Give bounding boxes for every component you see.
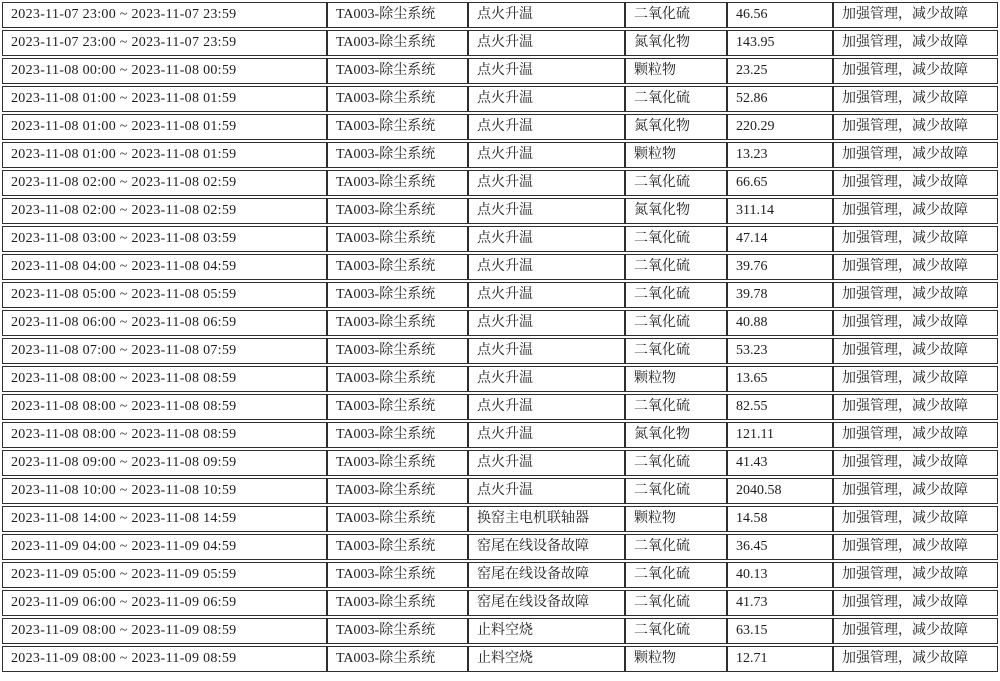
cell-time-range: 2023-11-08 09:00 ~ 2023-11-08 09:59 (2, 450, 327, 476)
cell-advice: 加强管理，减少故障 (833, 478, 998, 504)
cell-reason: 点火升温 (468, 2, 625, 28)
cell-pollutant: 氮氧化物 (625, 198, 727, 224)
cell-time-range: 2023-11-09 08:00 ~ 2023-11-09 08:59 (2, 646, 327, 672)
cell-value: 46.56 (727, 2, 833, 28)
cell-advice: 加强管理，减少故障 (833, 562, 998, 588)
table-row (2, 506, 998, 532)
table-row (2, 618, 998, 644)
cell-value: 14.58 (727, 506, 833, 532)
cell-time-range: 2023-11-08 06:00 ~ 2023-11-08 06:59 (2, 310, 327, 336)
cell-reason: 止料空烧 (468, 646, 625, 672)
cell-pollutant: 二氧化硫 (625, 338, 727, 364)
cell-system: TA003-除尘系统 (327, 478, 468, 504)
cell-reason: 点火升温 (468, 254, 625, 280)
cell-advice: 加强管理，减少故障 (833, 198, 998, 224)
cell-time-range: 2023-11-07 23:00 ~ 2023-11-07 23:59 (2, 30, 327, 56)
cell-advice: 加强管理，减少故障 (833, 506, 998, 532)
cell-advice: 加强管理，减少故障 (833, 58, 998, 84)
table-row (2, 254, 998, 280)
cell-reason: 窑尾在线设备故障 (468, 534, 625, 560)
cell-system: TA003-除尘系统 (327, 506, 468, 532)
cell-reason: 窑尾在线设备故障 (468, 590, 625, 616)
cell-time-range: 2023-11-08 01:00 ~ 2023-11-08 01:59 (2, 142, 327, 168)
table-row (2, 114, 998, 140)
cell-advice: 加强管理，减少故障 (833, 618, 998, 644)
table-row (2, 30, 998, 56)
table-row (2, 2, 998, 28)
cell-pollutant: 二氧化硫 (625, 534, 727, 560)
cell-pollutant: 颗粒物 (625, 506, 727, 532)
table-row (2, 170, 998, 196)
table-row (2, 366, 998, 392)
cell-system: TA003-除尘系统 (327, 394, 468, 420)
cell-value: 52.86 (727, 86, 833, 112)
cell-pollutant: 二氧化硫 (625, 170, 727, 196)
cell-value: 63.15 (727, 618, 833, 644)
cell-pollutant: 氮氧化物 (625, 114, 727, 140)
table-row (2, 562, 998, 588)
cell-reason: 点火升温 (468, 170, 625, 196)
cell-pollutant: 二氧化硫 (625, 310, 727, 336)
cell-reason: 点火升温 (468, 226, 625, 252)
cell-pollutant: 二氧化硫 (625, 226, 727, 252)
cell-system: TA003-除尘系统 (327, 562, 468, 588)
cell-system: TA003-除尘系统 (327, 618, 468, 644)
table-row (2, 478, 998, 504)
cell-value: 40.13 (727, 562, 833, 588)
cell-time-range: 2023-11-08 08:00 ~ 2023-11-08 08:59 (2, 366, 327, 392)
cell-reason: 点火升温 (468, 366, 625, 392)
cell-system: TA003-除尘系统 (327, 310, 468, 336)
cell-value: 13.65 (727, 366, 833, 392)
cell-time-range: 2023-11-08 01:00 ~ 2023-11-08 01:59 (2, 114, 327, 140)
cell-value: 220.29 (727, 114, 833, 140)
table-body (2, 2, 998, 672)
cell-reason: 点火升温 (468, 142, 625, 168)
cell-system: TA003-除尘系统 (327, 226, 468, 252)
cell-system: TA003-除尘系统 (327, 590, 468, 616)
cell-time-range: 2023-11-09 06:00 ~ 2023-11-09 06:59 (2, 590, 327, 616)
table-row (2, 226, 998, 252)
cell-advice: 加强管理，减少故障 (833, 534, 998, 560)
cell-time-range: 2023-11-08 05:00 ~ 2023-11-08 05:59 (2, 282, 327, 308)
cell-reason: 点火升温 (468, 114, 625, 140)
table-row (2, 394, 998, 420)
cell-value: 13.23 (727, 142, 833, 168)
emission-exceedance-table (2, 0, 998, 674)
cell-pollutant: 氮氧化物 (625, 30, 727, 56)
cell-value: 311.14 (727, 198, 833, 224)
cell-reason: 点火升温 (468, 338, 625, 364)
cell-value: 39.76 (727, 254, 833, 280)
cell-time-range: 2023-11-08 10:00 ~ 2023-11-08 10:59 (2, 478, 327, 504)
cell-pollutant: 二氧化硫 (625, 2, 727, 28)
table-row (2, 534, 998, 560)
cell-value: 39.78 (727, 282, 833, 308)
cell-system: TA003-除尘系统 (327, 86, 468, 112)
table-row (2, 86, 998, 112)
cell-value: 143.95 (727, 30, 833, 56)
cell-system: TA003-除尘系统 (327, 254, 468, 280)
cell-reason: 换窑主电机联轴器 (468, 506, 625, 532)
cell-system: TA003-除尘系统 (327, 450, 468, 476)
cell-time-range: 2023-11-09 05:00 ~ 2023-11-09 05:59 (2, 562, 327, 588)
cell-value: 121.11 (727, 422, 833, 448)
cell-system: TA003-除尘系统 (327, 58, 468, 84)
cell-time-range: 2023-11-08 00:00 ~ 2023-11-08 00:59 (2, 58, 327, 84)
cell-pollutant: 二氧化硫 (625, 562, 727, 588)
cell-advice: 加强管理，减少故障 (833, 394, 998, 420)
cell-value: 66.65 (727, 170, 833, 196)
cell-advice: 加强管理，减少故障 (833, 422, 998, 448)
cell-system: TA003-除尘系统 (327, 646, 468, 672)
cell-system: TA003-除尘系统 (327, 2, 468, 28)
cell-pollutant: 氮氧化物 (625, 422, 727, 448)
cell-system: TA003-除尘系统 (327, 338, 468, 364)
cell-time-range: 2023-11-07 23:00 ~ 2023-11-07 23:59 (2, 2, 327, 28)
cell-advice: 加强管理，减少故障 (833, 310, 998, 336)
cell-pollutant: 二氧化硫 (625, 86, 727, 112)
cell-pollutant: 二氧化硫 (625, 282, 727, 308)
cell-advice: 加强管理，减少故障 (833, 590, 998, 616)
cell-value: 40.88 (727, 310, 833, 336)
cell-value: 12.71 (727, 646, 833, 672)
cell-value: 36.45 (727, 534, 833, 560)
cell-system: TA003-除尘系统 (327, 142, 468, 168)
cell-value: 2040.58 (727, 478, 833, 504)
cell-system: TA003-除尘系统 (327, 366, 468, 392)
cell-advice: 加强管理，减少故障 (833, 646, 998, 672)
table-row (2, 590, 998, 616)
cell-time-range: 2023-11-09 04:00 ~ 2023-11-09 04:59 (2, 534, 327, 560)
cell-reason: 点火升温 (468, 30, 625, 56)
cell-time-range: 2023-11-08 03:00 ~ 2023-11-08 03:59 (2, 226, 327, 252)
cell-system: TA003-除尘系统 (327, 198, 468, 224)
cell-reason: 点火升温 (468, 310, 625, 336)
cell-reason: 点火升温 (468, 86, 625, 112)
cell-value: 23.25 (727, 58, 833, 84)
cell-advice: 加强管理，减少故障 (833, 366, 998, 392)
cell-pollutant: 二氧化硫 (625, 618, 727, 644)
cell-reason: 窑尾在线设备故障 (468, 562, 625, 588)
cell-advice: 加强管理，减少故障 (833, 254, 998, 280)
cell-advice: 加强管理，减少故障 (833, 338, 998, 364)
cell-value: 47.14 (727, 226, 833, 252)
cell-time-range: 2023-11-08 01:00 ~ 2023-11-08 01:59 (2, 86, 327, 112)
cell-time-range: 2023-11-08 08:00 ~ 2023-11-08 08:59 (2, 394, 327, 420)
cell-pollutant: 颗粒物 (625, 646, 727, 672)
cell-advice: 加强管理，减少故障 (833, 170, 998, 196)
cell-pollutant: 二氧化硫 (625, 478, 727, 504)
cell-system: TA003-除尘系统 (327, 422, 468, 448)
table-row (2, 142, 998, 168)
cell-system: TA003-除尘系统 (327, 114, 468, 140)
table-row (2, 198, 998, 224)
cell-value: 41.73 (727, 590, 833, 616)
cell-system: TA003-除尘系统 (327, 170, 468, 196)
cell-advice: 加强管理，减少故障 (833, 142, 998, 168)
cell-reason: 点火升温 (468, 198, 625, 224)
cell-advice: 加强管理，减少故障 (833, 86, 998, 112)
cell-time-range: 2023-11-08 08:00 ~ 2023-11-08 08:59 (2, 422, 327, 448)
cell-time-range: 2023-11-08 02:00 ~ 2023-11-08 02:59 (2, 170, 327, 196)
cell-reason: 点火升温 (468, 450, 625, 476)
cell-value: 41.43 (727, 450, 833, 476)
cell-advice: 加强管理，减少故障 (833, 114, 998, 140)
cell-reason: 点火升温 (468, 394, 625, 420)
cell-time-range: 2023-11-08 07:00 ~ 2023-11-08 07:59 (2, 338, 327, 364)
cell-reason: 点火升温 (468, 58, 625, 84)
cell-pollutant: 颗粒物 (625, 366, 727, 392)
table-row (2, 646, 998, 672)
cell-pollutant: 颗粒物 (625, 58, 727, 84)
cell-reason: 点火升温 (468, 422, 625, 448)
table-row (2, 282, 998, 308)
cell-pollutant: 颗粒物 (625, 142, 727, 168)
cell-pollutant: 二氧化硫 (625, 254, 727, 280)
cell-pollutant: 二氧化硫 (625, 450, 727, 476)
cell-advice: 加强管理，减少故障 (833, 450, 998, 476)
cell-time-range: 2023-11-08 02:00 ~ 2023-11-08 02:59 (2, 198, 327, 224)
cell-reason: 止料空烧 (468, 618, 625, 644)
cell-value: 53.23 (727, 338, 833, 364)
table-row (2, 58, 998, 84)
table-row (2, 310, 998, 336)
cell-time-range: 2023-11-08 04:00 ~ 2023-11-08 04:59 (2, 254, 327, 280)
table-row (2, 338, 998, 364)
cell-reason: 点火升温 (468, 478, 625, 504)
cell-system: TA003-除尘系统 (327, 534, 468, 560)
cell-advice: 加强管理，减少故障 (833, 282, 998, 308)
cell-value: 82.55 (727, 394, 833, 420)
cell-reason: 点火升温 (468, 282, 625, 308)
cell-system: TA003-除尘系统 (327, 282, 468, 308)
cell-advice: 加强管理，减少故障 (833, 30, 998, 56)
table-row (2, 422, 998, 448)
cell-advice: 加强管理，减少故障 (833, 226, 998, 252)
cell-time-range: 2023-11-09 08:00 ~ 2023-11-09 08:59 (2, 618, 327, 644)
cell-pollutant: 二氧化硫 (625, 590, 727, 616)
cell-advice: 加强管理，减少故障 (833, 2, 998, 28)
table-row (2, 450, 998, 476)
cell-system: TA003-除尘系统 (327, 30, 468, 56)
cell-time-range: 2023-11-08 14:00 ~ 2023-11-08 14:59 (2, 506, 327, 532)
cell-pollutant: 二氧化硫 (625, 394, 727, 420)
